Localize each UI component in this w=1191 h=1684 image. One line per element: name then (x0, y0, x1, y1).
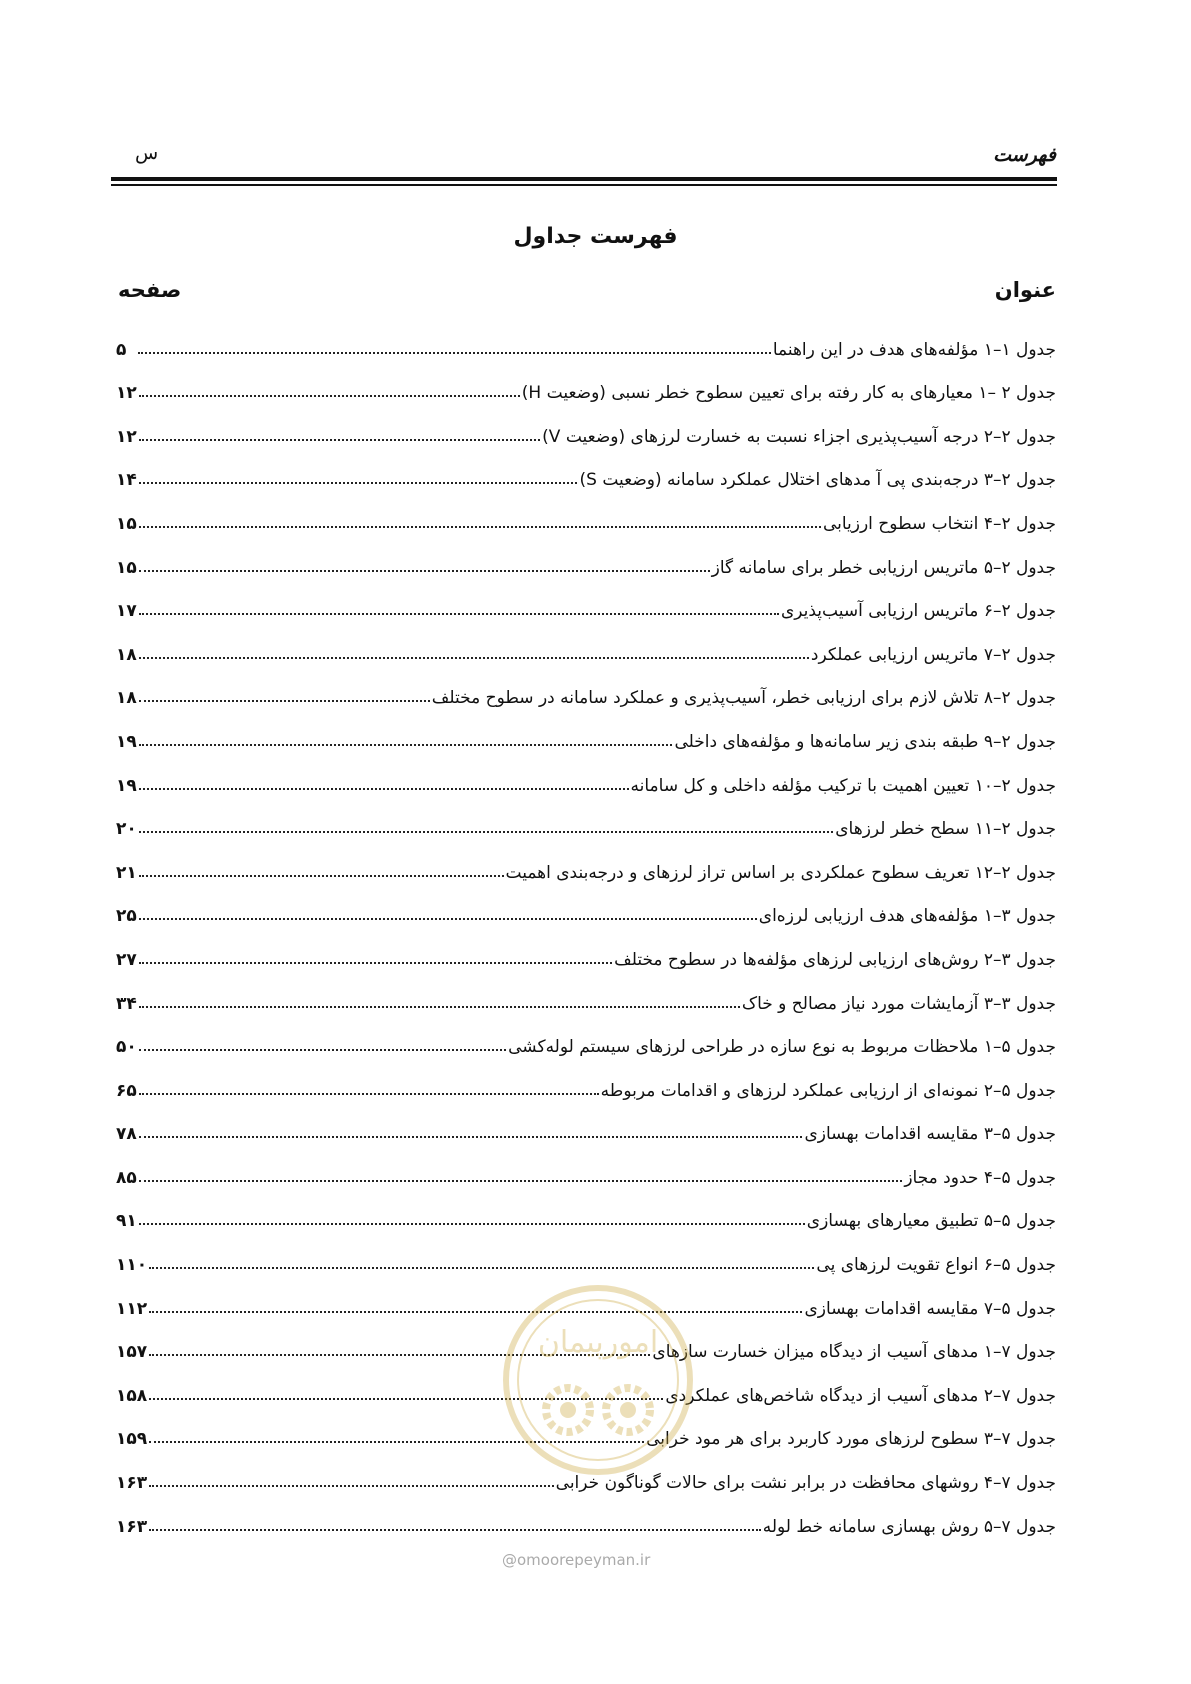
dot-leader (139, 1135, 803, 1138)
toc-entry-page: ۱۹ (116, 775, 137, 796)
toc-entry-label: جدول ۲–۷ ماتریس ارزیابی عملکرد (810, 644, 1056, 665)
dot-leader (139, 787, 629, 790)
toc-entry[interactable] (116, 1057, 1056, 1101)
dot-leader (139, 699, 430, 702)
toc-entry[interactable] (116, 708, 1056, 752)
dot-leader (139, 1092, 599, 1095)
toc-entry[interactable] (116, 883, 1056, 927)
toc-title: فهرست جداول (513, 224, 678, 249)
toc-entry-page: ۱۵ (116, 513, 137, 534)
toc-entry-page: ۳۴ (116, 993, 137, 1014)
toc-entry-page: ۱۸ (116, 644, 137, 665)
toc-entry-label: جدول ۱–۱ مؤلفه‌های هدف در این راهنما (772, 339, 1056, 360)
toc-entry[interactable] (116, 1493, 1056, 1537)
running-header-title: فهرست (993, 144, 1056, 166)
toc-entry-label: جدول ۲–۲ درجه آسیب‌پذیری اجزاء نسبت به خسارت لرزهای (وضعیت V) (542, 426, 1056, 447)
toc-entry-label: جدول ۲–۱۰ تعیین اهمیت با ترکیب مؤلفه داخلی و کل سامانه (630, 775, 1056, 796)
toc-entry-page: ۲۷ (116, 949, 137, 970)
dot-leader (139, 525, 821, 528)
toc-entry-label: جدول ۷–۲ مدهای آسیب از دیدگاه شاخص‌های عملکردی (665, 1385, 1056, 1406)
dot-leader (139, 961, 612, 964)
toc-entry[interactable] (116, 490, 1056, 534)
toc-entry[interactable] (116, 621, 1056, 665)
toc-entry[interactable] (116, 360, 1056, 404)
dot-leader (139, 830, 833, 833)
toc-entry[interactable] (116, 1188, 1056, 1232)
toc-entry-page: ۲۵ (116, 906, 137, 927)
toc-entry[interactable] (116, 316, 1056, 360)
toc-entry[interactable] (116, 1144, 1056, 1188)
toc-entry-page: ۵ (116, 339, 127, 360)
toc-entry-page: ۷۸ (116, 1124, 137, 1145)
toc-entry-page: ۱۵۸ (116, 1385, 148, 1406)
dot-leader (149, 1310, 802, 1313)
toc-entry-label: جدول ۳–۱ مؤلفه‌های هدف ارزیابی لرزه‌ای (758, 906, 1056, 927)
dot-leader (139, 394, 520, 397)
toc-entry-label: جدول ۳–۲ روش‌های ارزیابی لرزهای مؤلفه‌ها در سطوح مختلف (614, 949, 1056, 970)
dot-leader (139, 1179, 903, 1182)
toc-entry[interactable] (116, 839, 1056, 883)
toc-entry[interactable] (116, 578, 1056, 622)
toc-entry-page: ۹۱ (116, 1211, 137, 1232)
toc-entry-label: جدول ۲ –۱ معیارهای به کار رفته برای تعیین سطوح خطر نسبی (وضعیت H) (521, 383, 1056, 404)
toc-entry-label: جدول ۲–۳ درجه‌بندی پی آ مدهای اختلال عملکرد سامانه (وضعیت S) (579, 470, 1056, 491)
toc-entry-page: ۲۰ (116, 819, 137, 840)
column-header-title: عنوان (994, 278, 1056, 302)
dot-leader (139, 438, 540, 441)
toc-entry-page: ۱۸ (116, 688, 137, 709)
dot-leader (149, 1484, 554, 1487)
toc-entry[interactable] (116, 1231, 1056, 1275)
dot-leader (149, 1266, 814, 1269)
toc-entry[interactable] (116, 665, 1056, 709)
watermark-emblem-icon (498, 1280, 698, 1480)
toc-entry-label: جدول ۲–۸ تلاش لازم برای ارزیابی خطر، آسیب‌پذیری و عملکرد سامانه در سطوح مختلف (431, 688, 1056, 709)
dot-leader (139, 743, 673, 746)
toc-entry-page: ۱۱۰ (116, 1255, 148, 1276)
toc-entry-page: ۱۶۳ (116, 1516, 148, 1537)
toc-entry-label: جدول ۵–۵ تطبیق معیارهای بهسازی (806, 1211, 1056, 1232)
toc-entry-page: ۱۲ (116, 426, 137, 447)
toc-entry-label: جدول ۲–۹ طبقه بندی زیر سامانه‌ها و مؤلفه‌های داخلی (674, 731, 1056, 752)
toc-entry[interactable] (116, 926, 1056, 970)
dot-leader (139, 612, 779, 615)
watermark-url: @omoorepeyman.ir (502, 1551, 651, 1569)
dot-leader (139, 481, 578, 484)
header-rule-thick (111, 177, 1057, 181)
toc-entry-label: جدول ۷–۵ روش بهسازی سامانه خط لوله (762, 1516, 1056, 1537)
toc-entry-label: جدول ۵–۲ نمونه‌ای از ارزیابی عملکرد لرزهای و اقدامات مربوطه (600, 1080, 1056, 1101)
dot-leader (149, 1528, 761, 1531)
toc-entry-label: جدول ۲–۶ ماتریس ارزیابی آسیب‌پذیری (780, 601, 1056, 622)
toc-entry-page: ۱۵ (116, 557, 137, 578)
dot-leader (139, 569, 710, 572)
dot-leader (139, 1048, 506, 1051)
dot-leader (139, 656, 809, 659)
toc-entry-page: ۱۵۷ (116, 1342, 148, 1363)
toc-entry-label: جدول ۷–۳ سطوح لرزهای مورد کاربرد برای هر مود خرابی (646, 1429, 1056, 1450)
dot-leader (139, 874, 504, 877)
toc-entry-page: ۲۱ (116, 862, 137, 883)
toc-entry-page: ۸۵ (116, 1167, 137, 1188)
toc-entry[interactable] (116, 796, 1056, 840)
dot-leader (139, 917, 757, 920)
toc-entry[interactable] (116, 447, 1056, 491)
toc-entry-page: ۱۵۹ (116, 1429, 148, 1450)
toc-entry-page: ۵۰ (116, 1037, 137, 1058)
toc-entry-page: ۱۶۳ (116, 1473, 148, 1494)
toc-entry[interactable] (116, 403, 1056, 447)
toc-entry-label: جدول ۵–۳ مقایسه اقدامات بهسازی (804, 1124, 1056, 1145)
dot-leader (139, 1222, 805, 1225)
toc-entry-page: ۱۴ (116, 470, 137, 491)
toc-entry-label: جدول ۵–۱ ملاحظات مربوط به نوع سازه در طراحی لرزهای سیستم لوله‌کشی (508, 1037, 1056, 1058)
toc-entry-label: جدول ۳–۳ آزمایشات مورد نیاز مصالح و خاک (741, 993, 1056, 1014)
toc-entry[interactable] (116, 534, 1056, 578)
toc-entry-page: ۶۵ (116, 1080, 137, 1101)
dot-leader (138, 351, 771, 354)
toc-entry-page: ۱۷ (116, 601, 137, 622)
toc-entry-page: ۱۹ (116, 731, 137, 752)
toc-entry[interactable] (116, 1014, 1056, 1058)
toc-entry[interactable] (116, 970, 1056, 1014)
running-header-page-number: س (135, 142, 159, 164)
toc-entry-label: جدول ۲–۵ ماتریس ارزیابی خطر برای سامانه گاز (711, 557, 1056, 578)
toc-entry[interactable] (116, 752, 1056, 796)
header-rule-thin (111, 184, 1057, 186)
column-header-page: صفحه (118, 278, 182, 302)
toc-entry-label: جدول ۷–۱ مدهای آسیب از دیدگاه میزان خسارت سازهای (652, 1342, 1056, 1363)
watermark-emblem-text: امورپیمان (537, 1325, 659, 1360)
toc-entry-page: ۱۲ (116, 383, 137, 404)
dot-leader (139, 1005, 740, 1008)
toc-entry-label: جدول ۵–۷ مقایسه اقدامات بهسازی (804, 1298, 1056, 1319)
toc-entry-label: جدول ۲–۱۲ تعریف سطوح عملکردی بر اساس تراز لرزهای و درجه‌بندی اهمیت (505, 862, 1056, 883)
toc-entry-label: جدول ۲–۱۱ سطح خطر لرزهای (835, 819, 1056, 840)
toc-entry-page: ۱۱۲ (116, 1298, 148, 1319)
toc-entry-label: جدول ۵–۴ حدود مجاز (904, 1167, 1056, 1188)
toc-entry-label: جدول ۲–۴ انتخاب سطوح ارزیابی (822, 513, 1056, 534)
toc-entry-label: جدول ۷–۴ روشهای محافظت در برابر نشت برای حالات گوناگون خرابی (555, 1473, 1056, 1494)
toc-entry-label: جدول ۵–۶ انواع تقویت لرزهای پی (816, 1255, 1056, 1276)
toc-entry[interactable] (116, 1101, 1056, 1145)
